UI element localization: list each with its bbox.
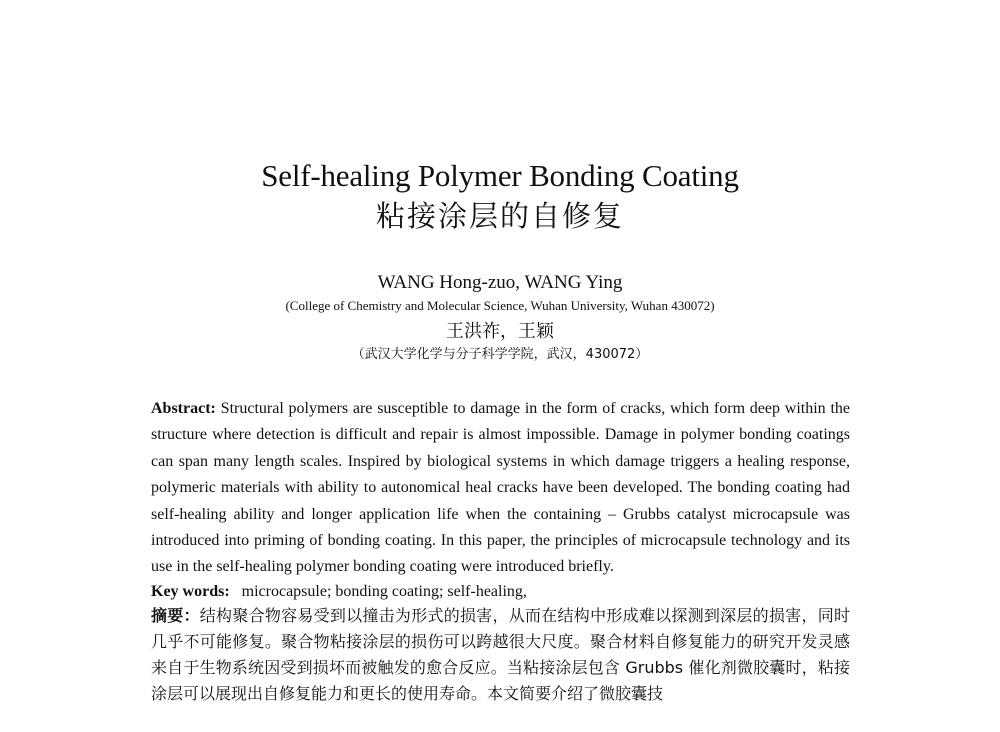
authors-chinese: 王洪祚，王颖 (446, 321, 554, 342)
title-chinese: 粘接涂层的自修复 (375, 199, 624, 233)
keywords-text: microcapsule; bonding coating; self-healing, (241, 582, 527, 600)
abstract-label: Abstract: (151, 400, 216, 417)
affiliation-english: (College of Chemistry and Molecular Science, Wuhan University, Wuhan 430072) (285, 298, 715, 313)
abstract-zh-text: 结构聚合物容易受到以撞击为形式的损害，从而在结构中形成难以探测到深层的损害，同时几乎不可能修复。聚合物粘接涂层的损伤可以跨越很大尺度。聚合材料自修复能力的研究开发灵感来自于生物系统因受到损坏而被触发的愈合反应。当粘接涂层包含 Grubbs 催化剂微胶囊时，粘接涂层可以展现出自修复能力和更长的使用寿命。本文简要介绍了微胶囊技 (151, 605, 850, 703)
title-english: Self-healing Polymer Bonding Coating (261, 158, 739, 193)
abstract-section (151, 396, 850, 707)
abstract-english (151, 396, 850, 581)
abstract-text: Structural polymers are susceptible to damage in the form of cracks, which form deep within the structure where detection is difficult and repair is almost impossible. Damage in polymer bonding coatings can span many length scales. Inspired by biological systems in which damage triggers a healing response, polymeric materials with ability to autonomical heal cracks have been developed. The bonding coating had self-healing ability and longer application life when the containing – Grubbs catalyst microcapsule was introduced into priming of bonding coating. In this paper, the principles of microcapsule technology and its use in the self-healing polymer bonding coating were introduced briefly. (151, 400, 851, 576)
abstract-chinese (151, 603, 850, 707)
keywords-label: Key words: (151, 582, 230, 600)
abstract-zh-label: 摘要： (151, 605, 200, 625)
authors-english: WANG Hong-zuo, WANG Ying (377, 272, 623, 293)
affiliation-chinese: （武汉大学化学与分子科学学院，武汉，430072） (351, 347, 649, 362)
keywords (151, 581, 850, 603)
